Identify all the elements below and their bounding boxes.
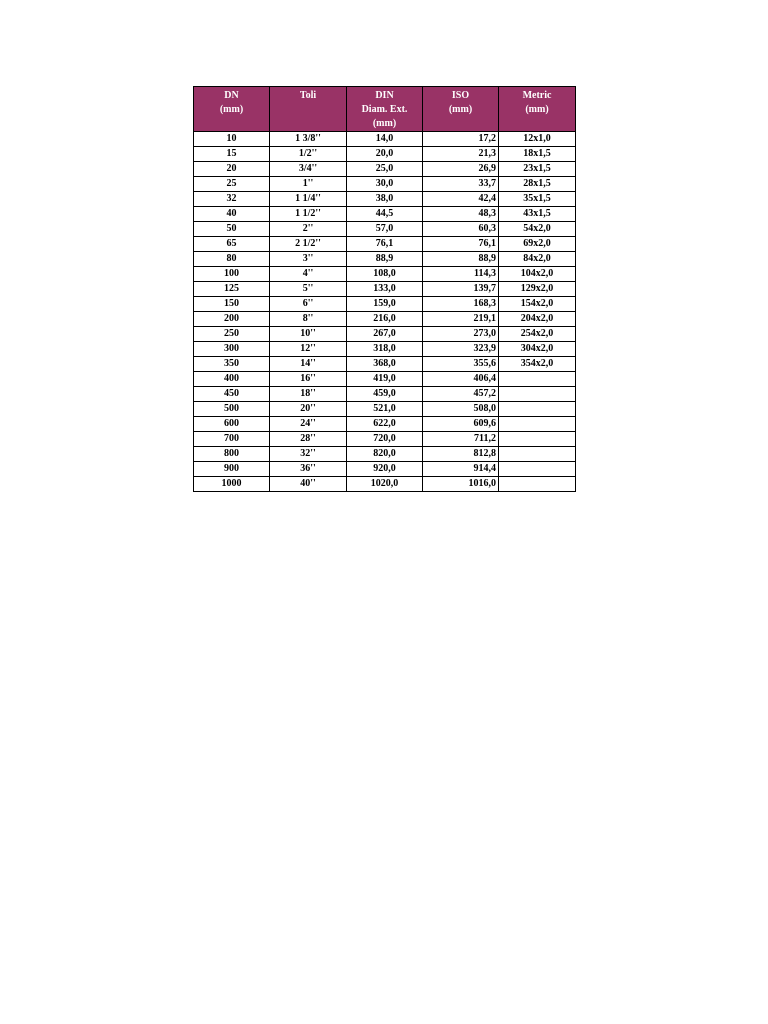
table-row: [194, 312, 576, 327]
toli-cell: 1'': [270, 177, 347, 192]
metric-cell: [499, 447, 576, 462]
table-row: [194, 147, 576, 162]
iso-cell: 168,3: [423, 297, 499, 312]
din-cell: 76,1: [347, 237, 423, 252]
din-cell: 820,0: [347, 447, 423, 462]
iso-cell: 26,9: [423, 162, 499, 177]
metric-cell: 23x1,5: [499, 162, 576, 177]
pipe-dimensions-table: [193, 86, 576, 492]
column-header-line: Diam. Ext.: [361, 104, 408, 115]
toli-cell: 1 1/2'': [270, 207, 347, 222]
metric-cell: 304x2,0: [499, 342, 576, 357]
iso-cell: 711,2: [423, 432, 499, 447]
toli-cell: 3'': [270, 252, 347, 267]
iso-cell: 60,3: [423, 222, 499, 237]
iso-cell: 21,3: [423, 147, 499, 162]
toli-cell: 36'': [270, 462, 347, 477]
table-row: [194, 462, 576, 477]
table-row: [194, 432, 576, 447]
toli-cell: 5'': [270, 282, 347, 297]
dn-cell: 250: [194, 327, 270, 342]
metric-cell: 12x1,0: [499, 132, 576, 147]
table-row: [194, 357, 576, 372]
column-header-dn: [194, 87, 270, 132]
iso-cell: 609,6: [423, 417, 499, 432]
table-row: [194, 297, 576, 312]
table-row: [194, 222, 576, 237]
din-cell: 44,5: [347, 207, 423, 222]
iso-cell: 323,9: [423, 342, 499, 357]
toli-cell: 1 1/4'': [270, 192, 347, 207]
metric-cell: 69x2,0: [499, 237, 576, 252]
toli-cell: 1/2'': [270, 147, 347, 162]
dn-cell: 150: [194, 297, 270, 312]
din-cell: 459,0: [347, 387, 423, 402]
metric-cell: [499, 387, 576, 402]
iso-cell: 219,1: [423, 312, 499, 327]
dn-cell: 100: [194, 267, 270, 282]
table-row: [194, 477, 576, 492]
toli-cell: 32'': [270, 447, 347, 462]
din-cell: 267,0: [347, 327, 423, 342]
table-row: [194, 162, 576, 177]
table-row: [194, 342, 576, 357]
iso-cell: 812,8: [423, 447, 499, 462]
din-cell: 14,0: [347, 132, 423, 147]
din-cell: 318,0: [347, 342, 423, 357]
din-cell: 38,0: [347, 192, 423, 207]
toli-cell: 10'': [270, 327, 347, 342]
table-row: [194, 282, 576, 297]
iso-cell: 48,3: [423, 207, 499, 222]
dn-cell: 1000: [194, 477, 270, 492]
iso-cell: 508,0: [423, 402, 499, 417]
dn-cell: 200: [194, 312, 270, 327]
toli-cell: 1 3/8'': [270, 132, 347, 147]
toli-cell: 2 1/2'': [270, 237, 347, 252]
table-row: [194, 237, 576, 252]
toli-cell: 24'': [270, 417, 347, 432]
metric-cell: 354x2,0: [499, 357, 576, 372]
table-row: [194, 252, 576, 267]
iso-cell: 457,2: [423, 387, 499, 402]
column-header-line: (mm): [448, 104, 473, 115]
column-header-line: (mm): [219, 104, 244, 115]
column-header-toli: [270, 87, 347, 132]
dn-cell: 32: [194, 192, 270, 207]
metric-cell: 35x1,5: [499, 192, 576, 207]
table-row: [194, 132, 576, 147]
toli-cell: 8'': [270, 312, 347, 327]
iso-cell: 88,9: [423, 252, 499, 267]
din-cell: 88,9: [347, 252, 423, 267]
metric-cell: 104x2,0: [499, 267, 576, 282]
din-cell: 159,0: [347, 297, 423, 312]
table-row: [194, 447, 576, 462]
iso-cell: 1016,0: [423, 477, 499, 492]
dn-cell: 65: [194, 237, 270, 252]
metric-cell: 204x2,0: [499, 312, 576, 327]
column-header-line: (mm): [372, 118, 397, 129]
toli-cell: 4'': [270, 267, 347, 282]
din-cell: 920,0: [347, 462, 423, 477]
din-cell: 20,0: [347, 147, 423, 162]
dn-cell: 400: [194, 372, 270, 387]
toli-cell: 12'': [270, 342, 347, 357]
iso-cell: 76,1: [423, 237, 499, 252]
table-row: [194, 177, 576, 192]
iso-cell: 273,0: [423, 327, 499, 342]
metric-cell: 54x2,0: [499, 222, 576, 237]
table-row: [194, 192, 576, 207]
dn-cell: 80: [194, 252, 270, 267]
dn-cell: 50: [194, 222, 270, 237]
column-header-metric: [499, 87, 576, 132]
din-cell: 133,0: [347, 282, 423, 297]
din-cell: 25,0: [347, 162, 423, 177]
toli-cell: 16'': [270, 372, 347, 387]
metric-cell: 84x2,0: [499, 252, 576, 267]
metric-cell: 254x2,0: [499, 327, 576, 342]
din-cell: 419,0: [347, 372, 423, 387]
dn-cell: 900: [194, 462, 270, 477]
column-header-line: DN: [224, 90, 239, 101]
toli-cell: 18'': [270, 387, 347, 402]
iso-cell: 17,2: [423, 132, 499, 147]
dn-cell: 800: [194, 447, 270, 462]
table-row: [194, 372, 576, 387]
table-body: [194, 132, 576, 492]
dn-cell: 20: [194, 162, 270, 177]
column-header-line: (mm): [525, 104, 549, 115]
toli-cell: 14'': [270, 357, 347, 372]
column-header-din: [347, 87, 423, 132]
dn-cell: 700: [194, 432, 270, 447]
din-cell: 216,0: [347, 312, 423, 327]
column-header-line: Toli: [299, 90, 317, 101]
toli-cell: 20'': [270, 402, 347, 417]
table-row: [194, 267, 576, 282]
toli-cell: 40'': [270, 477, 347, 492]
column-header-line: Metric: [522, 90, 552, 101]
metric-cell: [499, 462, 576, 477]
metric-cell: 129x2,0: [499, 282, 576, 297]
table-header: [194, 87, 576, 132]
metric-cell: [499, 477, 576, 492]
iso-cell: 355,6: [423, 357, 499, 372]
toli-cell: 6'': [270, 297, 347, 312]
table-row: [194, 402, 576, 417]
din-cell: 108,0: [347, 267, 423, 282]
metric-cell: [499, 372, 576, 387]
column-header-iso: [423, 87, 499, 132]
toli-cell: 2'': [270, 222, 347, 237]
column-header-line: DIN: [375, 90, 394, 101]
header-row: [194, 87, 576, 132]
table-row: [194, 207, 576, 222]
dn-cell: 300: [194, 342, 270, 357]
iso-cell: 33,7: [423, 177, 499, 192]
table-row: [194, 327, 576, 342]
din-cell: 622,0: [347, 417, 423, 432]
toli-cell: 28'': [270, 432, 347, 447]
pipe-dimensions-sheet: [193, 86, 575, 492]
din-cell: 720,0: [347, 432, 423, 447]
dn-cell: 25: [194, 177, 270, 192]
iso-cell: 406,4: [423, 372, 499, 387]
din-cell: 1020,0: [347, 477, 423, 492]
dn-cell: 350: [194, 357, 270, 372]
iso-cell: 139,7: [423, 282, 499, 297]
column-header-line: ISO: [451, 90, 470, 101]
dn-cell: 450: [194, 387, 270, 402]
din-cell: 368,0: [347, 357, 423, 372]
iso-cell: 42,4: [423, 192, 499, 207]
din-cell: 521,0: [347, 402, 423, 417]
metric-cell: [499, 417, 576, 432]
metric-cell: [499, 432, 576, 447]
table-row: [194, 417, 576, 432]
metric-cell: 43x1,5: [499, 207, 576, 222]
metric-cell: 28x1,5: [499, 177, 576, 192]
metric-cell: [499, 402, 576, 417]
iso-cell: 114,3: [423, 267, 499, 282]
toli-cell: 3/4'': [270, 162, 347, 177]
dn-cell: 600: [194, 417, 270, 432]
table-row: [194, 387, 576, 402]
dn-cell: 15: [194, 147, 270, 162]
metric-cell: 18x1,5: [499, 147, 576, 162]
dn-cell: 125: [194, 282, 270, 297]
din-cell: 57,0: [347, 222, 423, 237]
din-cell: 30,0: [347, 177, 423, 192]
dn-cell: 10: [194, 132, 270, 147]
dn-cell: 40: [194, 207, 270, 222]
dn-cell: 500: [194, 402, 270, 417]
metric-cell: 154x2,0: [499, 297, 576, 312]
iso-cell: 914,4: [423, 462, 499, 477]
